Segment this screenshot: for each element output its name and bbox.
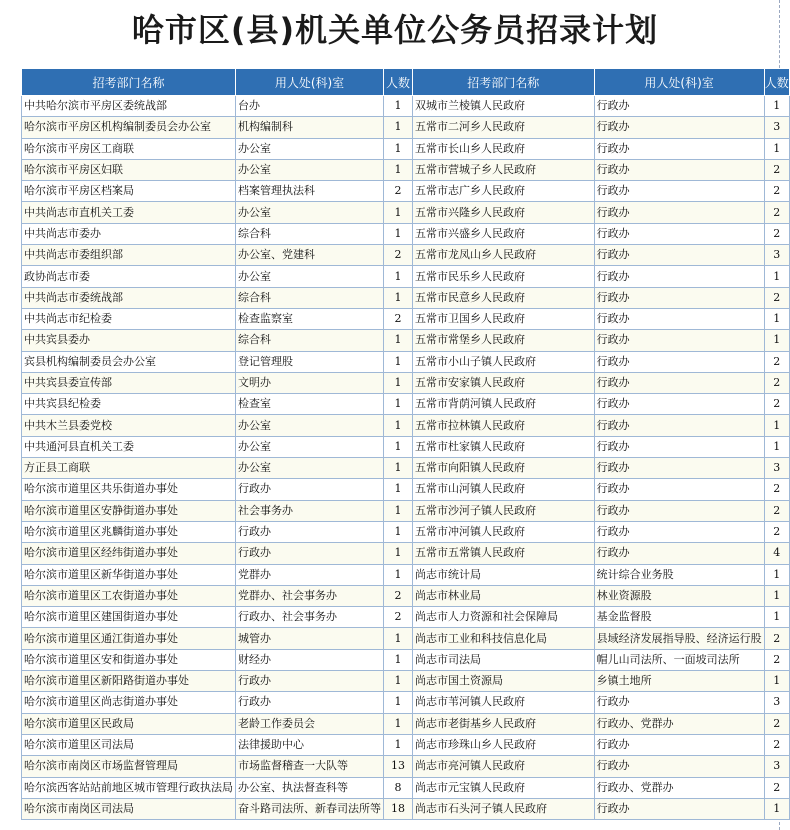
cell-office: 市场监督稽查一大队等 <box>236 756 384 777</box>
cell-count: 8 <box>384 777 413 798</box>
cell-count: 1 <box>384 649 413 670</box>
cell-department: 双城市兰棱镇人民政府 <box>413 96 595 117</box>
cell-department: 哈尔滨市道里区新阳路街道办事处 <box>22 671 236 692</box>
cell-office: 办公室 <box>236 138 384 159</box>
cell-office: 林业资源股 <box>594 585 764 606</box>
cell-count: 1 <box>764 308 789 329</box>
cell-office: 乡镇土地所 <box>594 671 764 692</box>
cell-department: 五常市长山乡人民政府 <box>413 138 595 159</box>
table-row <box>22 159 790 180</box>
cell-count: 3 <box>764 692 789 713</box>
table-row <box>22 734 790 755</box>
cell-department: 哈尔滨市道里区共乐街道办事处 <box>22 479 236 500</box>
cell-department: 五常市冲河镇人民政府 <box>413 521 595 542</box>
cell-count: 1 <box>384 734 413 755</box>
cell-count: 1 <box>384 521 413 542</box>
cell-office: 行政办 <box>594 308 764 329</box>
table-row <box>22 521 790 542</box>
cell-count: 1 <box>384 713 413 734</box>
cell-office: 统计综合业务股 <box>594 564 764 585</box>
table-row <box>22 692 790 713</box>
cell-count: 1 <box>384 500 413 521</box>
cell-count: 1 <box>384 692 413 713</box>
cell-count: 1 <box>764 266 789 287</box>
table-row <box>22 202 790 223</box>
table-body <box>22 96 790 820</box>
cell-office: 行政办 <box>236 671 384 692</box>
cell-office: 办公室 <box>236 415 384 436</box>
cell-department: 哈尔滨市道里区民政局 <box>22 713 236 734</box>
table-row <box>22 181 790 202</box>
cell-count: 13 <box>384 756 413 777</box>
cell-department: 五常市龙凤山乡人民政府 <box>413 245 595 266</box>
cell-office: 城管办 <box>236 628 384 649</box>
cell-count: 1 <box>384 351 413 372</box>
cell-department: 尚志市亮河镇人民政府 <box>413 756 595 777</box>
table-row <box>22 138 790 159</box>
table-row <box>22 500 790 521</box>
cell-department: 宾县机构编制委员会办公室 <box>22 351 236 372</box>
header-department: 招考部门名称 <box>22 69 236 96</box>
cell-department: 五常市沙河子镇人民政府 <box>413 500 595 521</box>
table-row <box>22 458 790 479</box>
cell-office: 行政办 <box>594 756 764 777</box>
cell-office: 行政办 <box>594 798 764 819</box>
cell-office: 行政办 <box>594 138 764 159</box>
table-row <box>22 308 790 329</box>
table-row <box>22 649 790 670</box>
cell-count: 4 <box>764 543 789 564</box>
cell-count: 2 <box>764 287 789 308</box>
cell-count: 1 <box>384 138 413 159</box>
cell-department: 五常市拉林镇人民政府 <box>413 415 595 436</box>
table-row <box>22 607 790 628</box>
cell-department: 中共尚志市委统战部 <box>22 287 236 308</box>
cell-office: 办公室 <box>236 266 384 287</box>
header-office: 用人处(科)室 <box>236 69 384 96</box>
cell-office: 奋斗路司法所、新春司法所等 <box>236 798 384 819</box>
cell-department: 五常市志广乡人民政府 <box>413 181 595 202</box>
cell-office: 行政办 <box>594 692 764 713</box>
cell-department: 五常市小山子镇人民政府 <box>413 351 595 372</box>
page-title: 哈市区(县)机关单位公务员招录计划 <box>131 11 659 49</box>
cell-department: 哈尔滨市南岗区市场监督管理局 <box>22 756 236 777</box>
cell-count: 1 <box>384 436 413 457</box>
cell-count: 18 <box>384 798 413 819</box>
cell-department: 五常市营城子乡人民政府 <box>413 159 595 180</box>
cell-office: 办公室、党建科 <box>236 245 384 266</box>
cell-count: 1 <box>764 330 789 351</box>
cell-department: 方正县工商联 <box>22 458 236 479</box>
cell-office: 行政办 <box>594 159 764 180</box>
cell-count: 1 <box>384 372 413 393</box>
cell-count: 2 <box>384 181 413 202</box>
cell-department: 五常市安家镇人民政府 <box>413 372 595 393</box>
header-department: 招考部门名称 <box>413 69 595 96</box>
cell-department: 尚志市老街基乡人民政府 <box>413 713 595 734</box>
cell-office: 行政办 <box>236 521 384 542</box>
cell-department: 五常市五常镇人民政府 <box>413 543 595 564</box>
cell-count: 2 <box>764 181 789 202</box>
cell-count: 1 <box>764 607 789 628</box>
table-row <box>22 330 790 351</box>
cell-count: 1 <box>764 585 789 606</box>
table-row <box>22 266 790 287</box>
cell-department: 哈尔滨市道里区经纬街道办事处 <box>22 543 236 564</box>
table-row <box>22 628 790 649</box>
cell-count: 1 <box>384 202 413 223</box>
cell-count: 1 <box>384 159 413 180</box>
cell-department: 中共宾县委宣传部 <box>22 372 236 393</box>
cell-office: 县域经济发展指导股、经济运行股 <box>594 628 764 649</box>
cell-count: 3 <box>764 117 789 138</box>
table-row <box>22 117 790 138</box>
cell-office: 行政办 <box>594 458 764 479</box>
cell-department: 中共尚志市委办 <box>22 223 236 244</box>
cell-department: 哈尔滨市道里区安和街道办事处 <box>22 649 236 670</box>
cell-count: 2 <box>764 372 789 393</box>
cell-department: 哈尔滨市道里区通江街道办事处 <box>22 628 236 649</box>
table-row <box>22 223 790 244</box>
cell-count: 1 <box>384 266 413 287</box>
cell-count: 1 <box>764 138 789 159</box>
cell-office: 帽儿山司法所、一面坡司法所 <box>594 649 764 670</box>
cell-office: 党群办、社会事务办 <box>236 585 384 606</box>
cell-department: 哈尔滨市平房区档案局 <box>22 181 236 202</box>
table-row <box>22 756 790 777</box>
cell-department: 哈尔滨市道里区司法局 <box>22 734 236 755</box>
cell-office: 行政办、社会事务办 <box>236 607 384 628</box>
table-row <box>22 351 790 372</box>
cell-count: 1 <box>384 415 413 436</box>
table-row <box>22 671 790 692</box>
cell-department: 中共尚志市纪检委 <box>22 308 236 329</box>
header-office: 用人处(科)室 <box>594 69 764 96</box>
cell-department: 尚志市国土资源局 <box>413 671 595 692</box>
table-row <box>22 713 790 734</box>
cell-department: 尚志市石头河子镇人民政府 <box>413 798 595 819</box>
cell-count: 2 <box>764 159 789 180</box>
table-row <box>22 436 790 457</box>
cell-office: 行政办 <box>594 436 764 457</box>
cell-count: 1 <box>764 798 789 819</box>
cell-office: 行政办 <box>594 117 764 138</box>
cell-count: 1 <box>384 117 413 138</box>
cell-office: 行政办、党群办 <box>594 777 764 798</box>
cell-department: 五常市背荫河镇人民政府 <box>413 394 595 415</box>
cell-department: 政协尚志市委 <box>22 266 236 287</box>
cell-count: 2 <box>764 628 789 649</box>
cell-office: 检查监察室 <box>236 308 384 329</box>
cell-department: 哈尔滨市南岗区司法局 <box>22 798 236 819</box>
table-row <box>22 245 790 266</box>
cell-count: 1 <box>764 96 789 117</box>
table-row <box>22 96 790 117</box>
cell-office: 办公室 <box>236 458 384 479</box>
cell-office: 行政办 <box>594 351 764 372</box>
cell-department: 中共通河县直机关工委 <box>22 436 236 457</box>
cell-count: 2 <box>764 500 789 521</box>
cell-office: 社会事务办 <box>236 500 384 521</box>
cell-count: 2 <box>764 223 789 244</box>
cell-office: 老龄工作委员会 <box>236 713 384 734</box>
table-row <box>22 287 790 308</box>
cell-department: 中共木兰县委党校 <box>22 415 236 436</box>
cell-count: 2 <box>764 351 789 372</box>
cell-department: 五常市民意乡人民政府 <box>413 287 595 308</box>
cell-department: 尚志市林业局 <box>413 585 595 606</box>
header-count: 人数 <box>384 69 413 96</box>
cell-office: 行政办 <box>594 330 764 351</box>
cell-count: 1 <box>384 628 413 649</box>
table-row <box>22 585 790 606</box>
cell-count: 1 <box>384 458 413 479</box>
cell-office: 办公室、执法督查科等 <box>236 777 384 798</box>
cell-department: 中共哈尔滨市平房区委统战部 <box>22 96 236 117</box>
cell-count: 2 <box>764 734 789 755</box>
cell-office: 办公室 <box>236 159 384 180</box>
cell-department: 五常市向阳镇人民政府 <box>413 458 595 479</box>
table-row <box>22 564 790 585</box>
cell-office: 机构编制科 <box>236 117 384 138</box>
cell-count: 1 <box>384 479 413 500</box>
table-row <box>22 415 790 436</box>
cell-count: 1 <box>384 564 413 585</box>
cell-count: 1 <box>764 415 789 436</box>
cell-department: 五常市杜家镇人民政府 <box>413 436 595 457</box>
cell-count: 1 <box>384 671 413 692</box>
cell-department: 哈尔滨市平房区妇联 <box>22 159 236 180</box>
cell-office: 综合科 <box>236 223 384 244</box>
cell-count: 2 <box>764 479 789 500</box>
cell-office: 档案管理执法科 <box>236 181 384 202</box>
cell-office: 行政办 <box>236 479 384 500</box>
cell-count: 2 <box>764 649 789 670</box>
cell-office: 行政办 <box>594 543 764 564</box>
cell-department: 中共宾县纪检委 <box>22 394 236 415</box>
cell-department: 哈尔滨市道里区尚志街道办事处 <box>22 692 236 713</box>
cell-office: 文明办 <box>236 372 384 393</box>
cell-count: 1 <box>384 543 413 564</box>
cell-department: 哈尔滨市平房区机构编制委员会办公室 <box>22 117 236 138</box>
cell-count: 1 <box>764 436 789 457</box>
cell-department: 哈尔滨市道里区兆麟街道办事处 <box>22 521 236 542</box>
cell-department: 五常市山河镇人民政府 <box>413 479 595 500</box>
table-row <box>22 479 790 500</box>
table-row <box>22 394 790 415</box>
cell-count: 2 <box>384 245 413 266</box>
cell-office: 行政办 <box>594 415 764 436</box>
cell-count: 1 <box>384 96 413 117</box>
cell-office: 综合科 <box>236 330 384 351</box>
cell-count: 3 <box>764 458 789 479</box>
cell-office: 行政办 <box>594 181 764 202</box>
cell-count: 1 <box>384 394 413 415</box>
cell-count: 2 <box>764 521 789 542</box>
table-row <box>22 798 790 819</box>
header-count: 人数 <box>764 69 789 96</box>
cell-department: 哈尔滨市道里区建国街道办事处 <box>22 607 236 628</box>
cell-count: 2 <box>764 394 789 415</box>
cell-office: 行政办 <box>594 287 764 308</box>
table-row <box>22 543 790 564</box>
cell-count: 3 <box>764 756 789 777</box>
cell-office: 行政办 <box>594 202 764 223</box>
cell-department: 五常市兴盛乡人民政府 <box>413 223 595 244</box>
cell-department: 五常市二河乡人民政府 <box>413 117 595 138</box>
cell-count: 2 <box>764 777 789 798</box>
cell-office: 台办 <box>236 96 384 117</box>
cell-department: 尚志市工业和科技信息化局 <box>413 628 595 649</box>
table-header-row <box>22 69 790 96</box>
cell-count: 1 <box>384 330 413 351</box>
cell-office: 行政办 <box>594 96 764 117</box>
cell-office: 行政办、党群办 <box>594 713 764 734</box>
cell-office: 行政办 <box>594 734 764 755</box>
cell-count: 1 <box>764 671 789 692</box>
cell-office: 登记管理股 <box>236 351 384 372</box>
cell-count: 1 <box>384 287 413 308</box>
cell-office: 行政办 <box>594 500 764 521</box>
cell-department: 尚志市苇河镇人民政府 <box>413 692 595 713</box>
cell-office: 基金监督股 <box>594 607 764 628</box>
recruitment-plan-table <box>21 68 790 820</box>
table-row <box>22 777 790 798</box>
cell-office: 行政办 <box>594 394 764 415</box>
cell-office: 综合科 <box>236 287 384 308</box>
cell-department: 尚志市统计局 <box>413 564 595 585</box>
cell-department: 五常市民乐乡人民政府 <box>413 266 595 287</box>
cell-department: 哈尔滨市道里区新华街道办事处 <box>22 564 236 585</box>
cell-count: 2 <box>384 585 413 606</box>
cell-office: 行政办 <box>236 543 384 564</box>
cell-office: 办公室 <box>236 202 384 223</box>
cell-office: 行政办 <box>594 521 764 542</box>
cell-office: 党群办 <box>236 564 384 585</box>
cell-department: 哈尔滨市道里区工农街道办事处 <box>22 585 236 606</box>
cell-count: 1 <box>384 223 413 244</box>
cell-office: 行政办 <box>594 223 764 244</box>
cell-department: 五常市常堡乡人民政府 <box>413 330 595 351</box>
cell-office: 行政办 <box>594 479 764 500</box>
cell-office: 检查室 <box>236 394 384 415</box>
cell-department: 中共尚志市委组织部 <box>22 245 236 266</box>
cell-count: 2 <box>384 607 413 628</box>
cell-department: 尚志市司法局 <box>413 649 595 670</box>
cell-department: 中共宾县委办 <box>22 330 236 351</box>
cell-office: 行政办 <box>594 372 764 393</box>
cell-department: 中共尚志市直机关工委 <box>22 202 236 223</box>
cell-department: 哈尔滨市平房区工商联 <box>22 138 236 159</box>
cell-office: 行政办 <box>594 266 764 287</box>
cell-office: 财经办 <box>236 649 384 670</box>
cell-department: 哈尔滨市道里区安静街道办事处 <box>22 500 236 521</box>
cell-count: 3 <box>764 245 789 266</box>
cell-count: 1 <box>764 564 789 585</box>
cell-department: 五常市兴隆乡人民政府 <box>413 202 595 223</box>
cell-count: 2 <box>764 713 789 734</box>
cell-department: 五常市卫国乡人民政府 <box>413 308 595 329</box>
cell-department: 尚志市珍珠山乡人民政府 <box>413 734 595 755</box>
cell-office: 行政办 <box>236 692 384 713</box>
cell-office: 办公室 <box>236 436 384 457</box>
table-row <box>22 372 790 393</box>
cell-count: 2 <box>764 202 789 223</box>
cell-department: 哈尔滨西客站站前地区城市管理行政执法局 <box>22 777 236 798</box>
cell-office: 法律援助中心 <box>236 734 384 755</box>
cell-department: 尚志市元宝镇人民政府 <box>413 777 595 798</box>
cell-department: 尚志市人力资源和社会保障局 <box>413 607 595 628</box>
cell-count: 2 <box>384 308 413 329</box>
cell-office: 行政办 <box>594 245 764 266</box>
